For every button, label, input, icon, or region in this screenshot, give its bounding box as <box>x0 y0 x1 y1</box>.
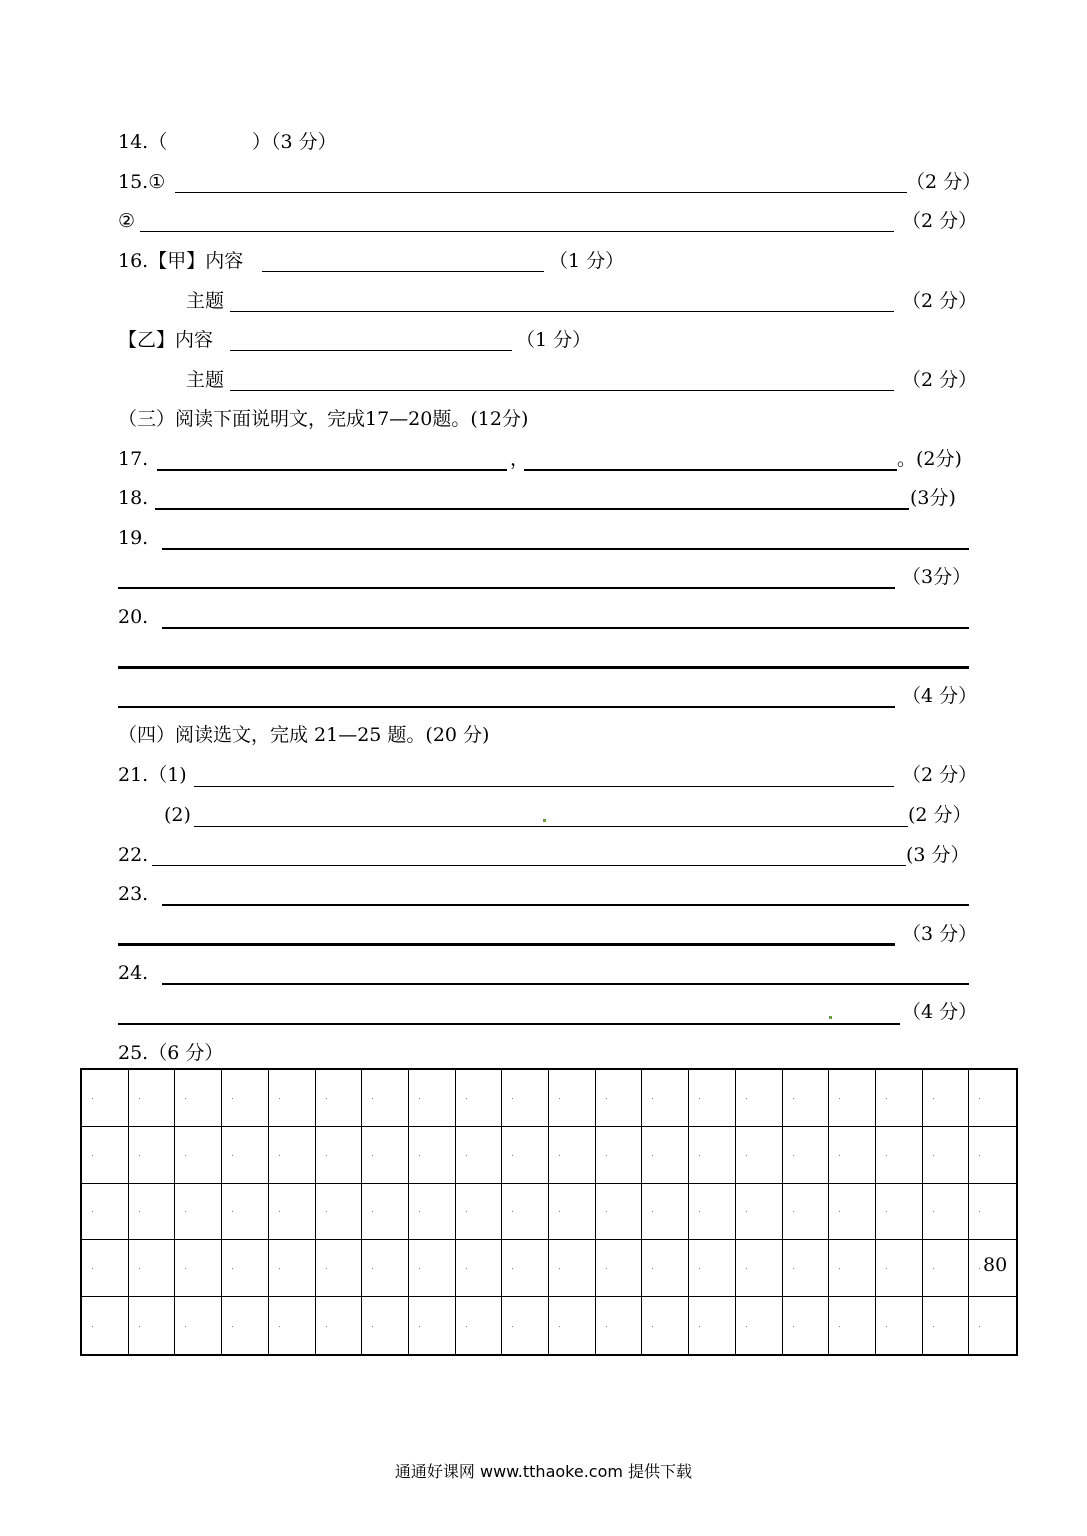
q19-label: 19. <box>118 527 149 549</box>
grid-cell[interactable] <box>316 1297 363 1354</box>
grid-cell[interactable] <box>316 1184 363 1241</box>
q16-theme-line-2[interactable] <box>230 390 894 391</box>
q15-label: 15.① <box>118 171 166 193</box>
grid-cell[interactable] <box>269 1127 316 1184</box>
grid-cell[interactable] <box>502 1070 549 1127</box>
grid-cell[interactable] <box>456 1184 503 1241</box>
grid-cell[interactable] <box>362 1297 409 1354</box>
grid-cell[interactable] <box>736 1240 783 1297</box>
grid-cell[interactable] <box>362 1127 409 1184</box>
grid-cell[interactable] <box>82 1240 129 1297</box>
grid-cell[interactable] <box>456 1240 503 1297</box>
grid-cell[interactable] <box>596 1240 643 1297</box>
grid-cell[interactable] <box>549 1240 596 1297</box>
q21-score-2: (2 分） <box>908 804 972 826</box>
q19-answer-line-2[interactable] <box>118 587 895 589</box>
grid-cell[interactable] <box>876 1127 923 1184</box>
q14-score: ）（3 分） <box>252 131 337 153</box>
q16-theme-line-1[interactable] <box>230 311 894 312</box>
q15-label-2: ② <box>118 210 136 232</box>
grid-cell[interactable] <box>82 1070 129 1127</box>
grid-cell[interactable] <box>736 1070 783 1127</box>
section-3-title: （三）阅读下面说明文，完成17—20题。(12分) <box>118 408 529 430</box>
q21-answer-line-1[interactable] <box>194 786 894 787</box>
grid-cell[interactable] <box>642 1070 689 1127</box>
q20-label: 20. <box>118 606 149 628</box>
grid-cell[interactable] <box>969 1070 1016 1127</box>
q20-score: （4 分） <box>902 685 978 707</box>
grid-cell[interactable] <box>549 1184 596 1241</box>
q22-score: (3 分） <box>906 844 970 866</box>
q16-score-theme-1: （2 分） <box>902 290 978 312</box>
grid-cell[interactable] <box>642 1297 689 1354</box>
grid-cell[interactable] <box>222 1184 269 1241</box>
grid-cell[interactable] <box>549 1070 596 1127</box>
grid-cell[interactable] <box>783 1240 830 1297</box>
grid-cell[interactable] <box>175 1297 222 1354</box>
grid-cell[interactable] <box>316 1127 363 1184</box>
grid-cell[interactable] <box>502 1127 549 1184</box>
grid-cell[interactable] <box>175 1070 222 1127</box>
q16-content-line-1[interactable] <box>262 271 544 272</box>
grid-cell[interactable] <box>923 1240 970 1297</box>
q21-label-2: (2) <box>164 804 191 826</box>
grid-cell[interactable] <box>129 1184 176 1241</box>
grid-cell[interactable] <box>549 1127 596 1184</box>
grid-cell[interactable] <box>829 1184 876 1241</box>
grid-cell[interactable] <box>923 1070 970 1127</box>
q15-score-1: （2 分） <box>906 171 982 193</box>
grid-cell[interactable] <box>82 1127 129 1184</box>
grid-cell[interactable] <box>923 1184 970 1241</box>
grid-cell[interactable] <box>596 1184 643 1241</box>
grid-cell[interactable] <box>456 1127 503 1184</box>
q18-score: (3分) <box>910 487 956 509</box>
q24-label: 24. <box>118 962 149 984</box>
grid-cell[interactable] <box>923 1127 970 1184</box>
grid-cell[interactable] <box>876 1297 923 1354</box>
grid-cell[interactable] <box>82 1184 129 1241</box>
grid-cell[interactable] <box>175 1127 222 1184</box>
q18-label: 18. <box>118 487 149 509</box>
stray-mark <box>543 819 546 822</box>
grid-cell[interactable] <box>456 1070 503 1127</box>
q23-score: （3 分） <box>902 923 978 945</box>
grid-cell[interactable] <box>316 1070 363 1127</box>
q15-answer-line-2[interactable] <box>140 231 894 232</box>
grid-cell[interactable] <box>502 1240 549 1297</box>
grid-cell[interactable] <box>689 1070 736 1127</box>
q17-comma: ， <box>510 448 530 470</box>
q17-label: 17. <box>118 448 149 470</box>
grid-cell[interactable] <box>409 1127 456 1184</box>
grid-cell[interactable] <box>876 1184 923 1241</box>
q19-score: （3分） <box>902 566 972 588</box>
q24-score: （4 分） <box>902 1001 978 1023</box>
grid-cell[interactable] <box>222 1127 269 1184</box>
q24-answer-line-2[interactable] <box>118 1023 900 1025</box>
grid-cell[interactable] <box>736 1297 783 1354</box>
grid-char-count-80: 80 <box>983 1254 1008 1276</box>
q22-label: 22. <box>118 844 149 866</box>
grid-cell[interactable] <box>596 1297 643 1354</box>
grid-cell[interactable] <box>783 1070 830 1127</box>
grid-cell[interactable] <box>783 1297 830 1354</box>
writing-grid[interactable] <box>80 1068 1018 1356</box>
q23-label: 23. <box>118 883 149 905</box>
grid-cell[interactable] <box>969 1297 1016 1354</box>
q17-answer-line-1[interactable] <box>157 469 507 471</box>
grid-cell[interactable] <box>689 1240 736 1297</box>
grid-cell[interactable] <box>175 1240 222 1297</box>
grid-cell[interactable] <box>502 1297 549 1354</box>
q21-label-1: 21.（1) <box>118 764 187 786</box>
grid-cell[interactable] <box>736 1127 783 1184</box>
q16-score-content-1: （1 分） <box>549 250 625 272</box>
grid-cell[interactable] <box>409 1297 456 1354</box>
q17-score: 。(2分) <box>897 448 962 470</box>
grid-cell[interactable] <box>549 1297 596 1354</box>
grid-cell[interactable] <box>129 1240 176 1297</box>
grid-cell[interactable] <box>269 1070 316 1127</box>
q19-answer-line-1[interactable] <box>162 548 969 550</box>
grid-cell[interactable] <box>129 1127 176 1184</box>
grid-cell[interactable] <box>222 1240 269 1297</box>
grid-cell[interactable] <box>129 1297 176 1354</box>
grid-cell[interactable] <box>175 1184 222 1241</box>
grid-cell[interactable] <box>222 1297 269 1354</box>
grid-cell[interactable] <box>829 1240 876 1297</box>
grid-cell[interactable] <box>269 1240 316 1297</box>
grid-cell[interactable] <box>269 1184 316 1241</box>
footer-text: 通通好课网 www.tthaoke.com 提供下载 <box>394 1462 693 1481</box>
q14-label: 14.（ <box>118 131 168 153</box>
grid-cell[interactable] <box>689 1184 736 1241</box>
grid-cell[interactable] <box>642 1240 689 1297</box>
q16-theme-label-2: 主题 <box>186 369 225 391</box>
q15-score-2: （2 分） <box>902 210 978 232</box>
grid-cell[interactable] <box>596 1127 643 1184</box>
grid-cell[interactable] <box>409 1184 456 1241</box>
grid-cell[interactable] <box>129 1070 176 1127</box>
grid-cell[interactable] <box>362 1070 409 1127</box>
grid-cell[interactable] <box>642 1127 689 1184</box>
q16-theme-label-1: 主题 <box>186 290 225 312</box>
q21-score-1: （2 分） <box>902 764 978 786</box>
q17-answer-line-2[interactable] <box>524 469 897 471</box>
q23-answer-line-1[interactable] <box>162 904 969 906</box>
q20-answer-line-3[interactable] <box>118 706 895 708</box>
grid-cell[interactable] <box>596 1070 643 1127</box>
q15-answer-line-1[interactable] <box>175 192 907 193</box>
grid-cell[interactable] <box>269 1297 316 1354</box>
grid-cell[interactable] <box>502 1184 549 1241</box>
q18-answer-line[interactable] <box>155 508 909 510</box>
grid-cell[interactable] <box>876 1070 923 1127</box>
grid-cell[interactable] <box>82 1297 129 1354</box>
grid-cell[interactable] <box>642 1184 689 1241</box>
grid-cell[interactable] <box>689 1127 736 1184</box>
q20-answer-line-1[interactable] <box>162 627 969 629</box>
q16-label: 16.【甲】内容 <box>118 250 244 272</box>
q16-content-line-2[interactable] <box>230 350 512 351</box>
grid-cell[interactable] <box>969 1184 1016 1241</box>
stray-mark <box>829 1016 832 1019</box>
grid-cell[interactable] <box>409 1240 456 1297</box>
grid-cell[interactable] <box>876 1240 923 1297</box>
grid-cell[interactable] <box>829 1070 876 1127</box>
grid-cell[interactable] <box>222 1070 269 1127</box>
grid-cell[interactable] <box>783 1127 830 1184</box>
q16-yi-label: 【乙】内容 <box>118 329 214 351</box>
grid-cell[interactable] <box>829 1127 876 1184</box>
grid-cell[interactable] <box>316 1240 363 1297</box>
grid-cell[interactable] <box>783 1184 830 1241</box>
q16-score-content-2: （1 分） <box>516 329 592 351</box>
q24-answer-line-1[interactable] <box>162 983 969 985</box>
grid-cell[interactable] <box>362 1184 409 1241</box>
q21-answer-line-2[interactable] <box>194 826 908 827</box>
q20-answer-line-2[interactable] <box>118 666 969 669</box>
q22-answer-line[interactable] <box>152 865 906 866</box>
section-4-title: （四）阅读选文，完成 21—25 题。(20 分) <box>118 724 490 746</box>
q16-score-theme-2: （2 分） <box>902 369 978 391</box>
grid-cell[interactable] <box>362 1240 409 1297</box>
grid-cell[interactable] <box>456 1297 503 1354</box>
grid-cell[interactable] <box>736 1184 783 1241</box>
grid-cell[interactable] <box>923 1297 970 1354</box>
grid-cell[interactable] <box>409 1070 456 1127</box>
q25-label: 25.（6 分） <box>118 1042 224 1064</box>
q23-answer-line-2[interactable] <box>118 943 895 946</box>
grid-cell[interactable] <box>829 1297 876 1354</box>
grid-cell[interactable] <box>689 1297 736 1354</box>
grid-cell[interactable] <box>969 1127 1016 1184</box>
